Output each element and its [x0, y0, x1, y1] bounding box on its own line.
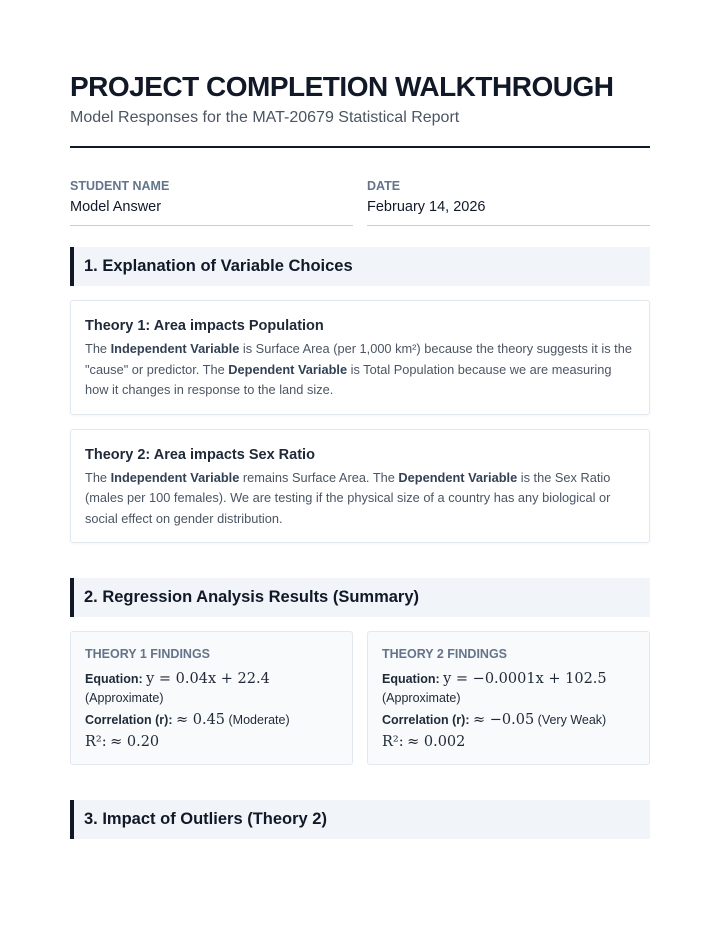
page-title: PROJECT COMPLETION WALKTHROUGH	[70, 71, 614, 102]
correlation-row	[85, 711, 338, 730]
date-field	[367, 178, 650, 226]
correlation-value: ≈ −0.05	[472, 712, 535, 728]
theory-1-card	[70, 300, 650, 415]
r-squared-row	[85, 733, 338, 752]
date-value: February 14, 2026	[367, 199, 486, 215]
text-run: is Surface Area (per 1,000 km²) because the theory suggests it is the "cause" or predictor. The	[85, 341, 632, 377]
section-2-heading: 2. Regression Analysis Results (Summary)	[70, 578, 650, 617]
theory-2-card	[70, 429, 650, 544]
equation-row	[85, 670, 338, 689]
date-label: DATE	[367, 179, 401, 193]
finding-label: THEORY 1 FINDINGS	[85, 647, 211, 661]
r-squared-label: R²:	[85, 734, 107, 750]
r-squared-value: ≈ 0.002	[407, 734, 466, 750]
theory-1-findings-card	[70, 631, 353, 765]
correlation-value: ≈ 0.45	[175, 712, 226, 728]
equation-label: Equation:	[382, 672, 440, 686]
text-run: remains Surface Area. The	[239, 469, 399, 485]
theory-2-title: Theory 2: Area impacts Sex Ratio	[85, 446, 315, 463]
text-run: The	[85, 469, 111, 485]
approximate-note: (Approximate)	[85, 691, 164, 705]
correlation-row	[382, 711, 635, 730]
r-squared-value: ≈ 0.20	[110, 734, 160, 750]
student-name-value: Model Answer	[70, 199, 162, 215]
r-squared-label: R²:	[382, 734, 404, 750]
text-run: is Total Population because we are measuring how it changes in response to the land size.	[85, 361, 612, 397]
section-3-heading: 3. Impact of Outliers (Theory 2)	[70, 800, 650, 839]
document-page	[70, 0, 650, 839]
correlation-label: Correlation (r):	[85, 713, 173, 727]
theory-1-body	[85, 339, 635, 401]
equation-label: Equation:	[85, 672, 143, 686]
student-name-field	[70, 178, 353, 226]
dependent-variable-term: Dependent Variable	[398, 469, 518, 485]
correlation-label: Correlation (r):	[382, 713, 470, 727]
dependent-variable-term: Dependent Variable	[228, 361, 348, 377]
equation-value: y = 0.04x + 22.4	[146, 671, 270, 687]
page-subtitle: Model Responses for the MAT-20679 Statistical Report	[70, 109, 460, 126]
theory-1-title: Theory 1: Area impacts Population	[85, 318, 324, 334]
student-name-label: STUDENT NAME	[70, 179, 170, 193]
correlation-desc: (Very Weak)	[537, 713, 607, 727]
equation-row	[382, 670, 635, 689]
independent-variable-term: Independent Variable	[110, 469, 240, 485]
independent-variable-term: Independent Variable	[110, 341, 240, 356]
findings-row	[70, 631, 650, 765]
approximate-note: (Approximate)	[382, 691, 461, 705]
section-1-heading: 1. Explanation of Variable Choices	[70, 247, 650, 286]
correlation-desc: (Moderate)	[228, 713, 290, 727]
text-run: The	[85, 341, 111, 356]
title-divider	[70, 146, 650, 148]
info-row	[70, 178, 650, 226]
theory-2-body	[85, 468, 635, 530]
theory-2-findings-card	[367, 631, 650, 765]
r-squared-row	[382, 733, 635, 752]
equation-value: y = −0.0001x + 102.5	[443, 671, 607, 687]
finding-label: THEORY 2 FINDINGS	[382, 647, 508, 661]
text-run: is the Sex Ratio (males per 100 females). We are testing if the physical size of a country has any biological or social effect on gender distribution.	[85, 469, 611, 526]
